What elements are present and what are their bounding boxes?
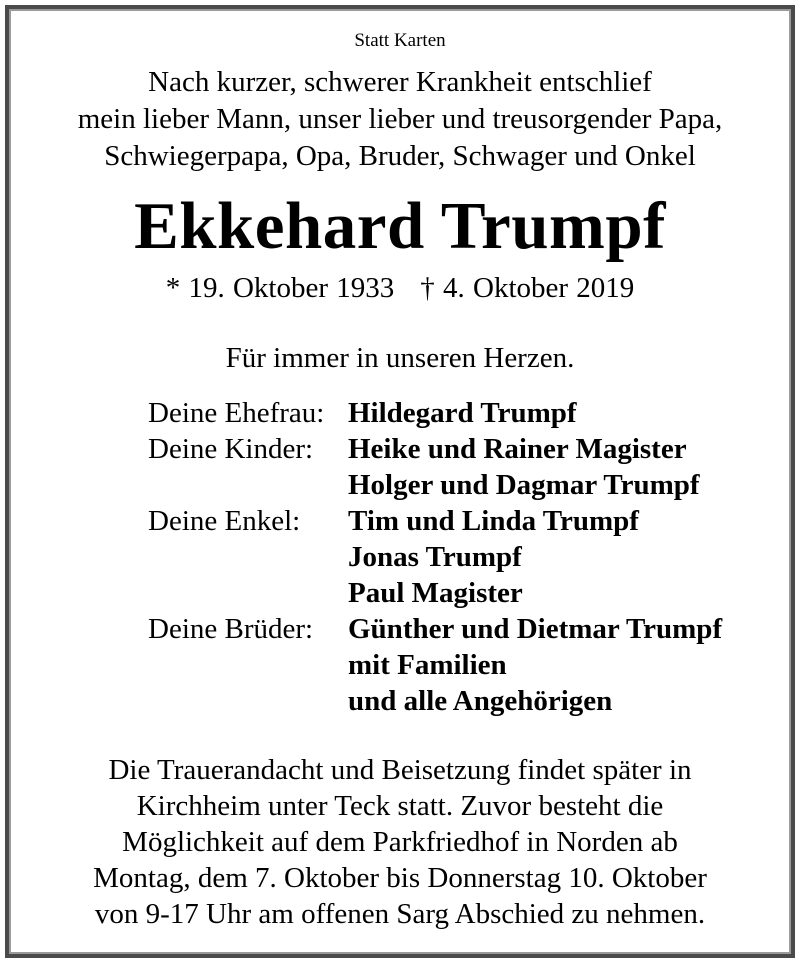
closing-line: Möglichkeit auf dem Parkfriedhof in Norden ab	[122, 826, 678, 858]
mourner-name: Holger und Dagmar Trumpf	[348, 469, 700, 501]
mourner-name: Jonas Trumpf	[348, 541, 522, 573]
mourner-row	[0, 647, 800, 683]
mourner-row	[0, 431, 800, 467]
mourner-name: und alle Angehörigen	[348, 685, 613, 717]
notice-header: Statt Karten	[354, 30, 446, 51]
mourner-row	[0, 683, 800, 719]
life-dates	[0, 270, 800, 306]
mourner-row	[0, 539, 800, 575]
mourner-role: Deine Ehefrau:	[148, 397, 325, 429]
deceased-name: Ekkehard Trumpf	[134, 189, 666, 263]
mourner-name: Tim und Linda Trumpf	[348, 505, 639, 537]
closing-text	[0, 752, 800, 932]
mourner-role: Deine Brüder:	[148, 613, 314, 645]
closing-line: Die Trauerandacht und Beisetzung findet später in	[108, 754, 692, 786]
mourner-row	[0, 467, 800, 503]
mourner-row	[0, 395, 800, 431]
death-date: † 4. Oktober 2019	[420, 272, 635, 304]
mourner-name: Paul Magister	[348, 577, 523, 609]
intro-text	[0, 64, 800, 175]
mourner-name: mit Familien	[348, 649, 507, 681]
mourner-role: Deine Enkel:	[148, 505, 301, 537]
mourner-role: Deine Kinder:	[148, 433, 314, 465]
intro-line: mein lieber Mann, unser lieber und treusorgender Papa,	[77, 103, 723, 135]
mourner-name: Günther und Dietmar Trumpf	[348, 613, 723, 645]
mourner-row	[0, 503, 800, 539]
birth-date: * 19. Oktober 1933	[165, 272, 395, 304]
closing-line: Kirchheim unter Teck statt. Zuvor besteht die	[136, 790, 664, 822]
closing-line: Montag, dem 7. Oktober bis Donnerstag 10. Oktober	[93, 862, 707, 894]
mourner-name: Heike und Rainer Magister	[348, 433, 687, 465]
mourner-name: Hildegard Trumpf	[348, 397, 577, 429]
mourner-row	[0, 611, 800, 647]
mourner-row	[0, 575, 800, 611]
intro-line: Schwiegerpapa, Opa, Bruder, Schwager und Onkel	[104, 140, 696, 172]
closing-line: von 9-17 Uhr am offenen Sarg Abschied zu nehmen.	[94, 898, 706, 930]
intro-line: Nach kurzer, schwerer Krankheit entschlief	[148, 66, 652, 98]
motto: Für immer in unseren Herzen.	[225, 342, 575, 374]
